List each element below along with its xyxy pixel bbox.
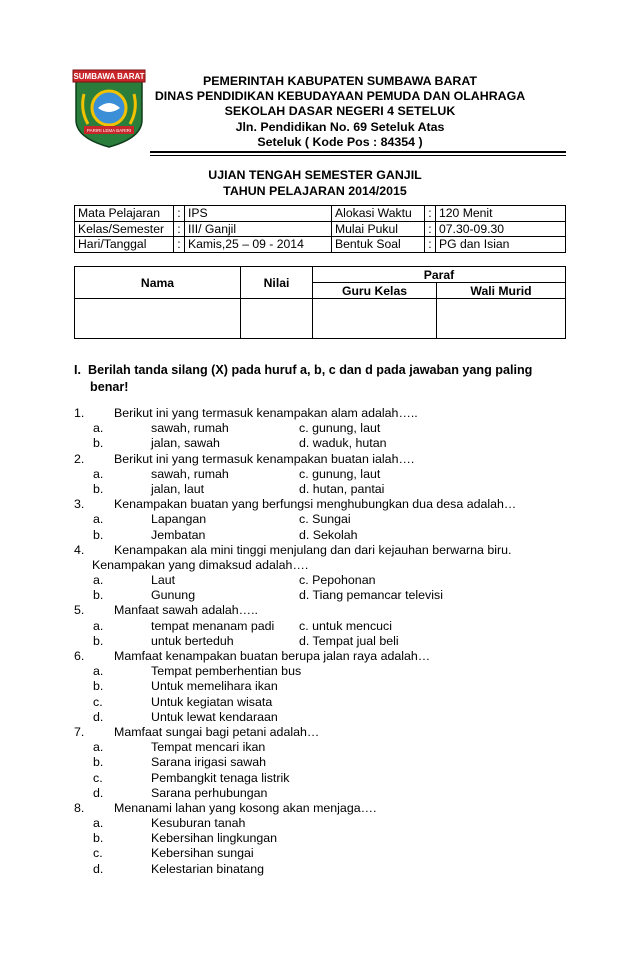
option-letter[interactable]: b. (93, 527, 104, 542)
option-row (74, 467, 564, 482)
letterhead (150, 74, 530, 150)
option-row (74, 421, 564, 436)
question-stem (74, 725, 564, 740)
option-row (74, 512, 564, 527)
question-number: 1. (74, 406, 85, 420)
question-stem (74, 406, 564, 421)
question-text: Menanami lahan yang kosong akan menjaga…. (114, 800, 377, 815)
option-text[interactable]: Kebersihan sungai (151, 846, 254, 861)
question-stem (74, 497, 564, 512)
cell-nama-blank[interactable] (75, 299, 241, 339)
option-text[interactable]: c. gunung, laut (299, 466, 381, 481)
cell-guru-blank[interactable] (313, 299, 437, 339)
option-row (74, 786, 564, 801)
logo-ribbon: PARIRI LEMA BARIRI (86, 128, 132, 133)
colon: : (174, 206, 185, 222)
option-text[interactable]: jalan, sawah (151, 436, 220, 451)
question-number: 2. (74, 451, 85, 466)
option-letter[interactable]: d. (93, 861, 104, 876)
option-text[interactable]: Laut (151, 573, 176, 588)
question-number: 6. (74, 649, 85, 663)
info-value: PG dan Isian (436, 237, 566, 253)
info-value: IPS (185, 206, 332, 222)
section-instruction (74, 362, 554, 396)
exam-year: TAHUN PELAJARAN 2014/2015 (223, 183, 407, 198)
info-value: Kamis,25 – 09 - 2014 (185, 237, 332, 253)
option-letter[interactable]: a. (93, 421, 104, 436)
colon: : (425, 221, 436, 237)
question-text: Berikut ini yang termasuk kenampakan alam adalah….. (114, 406, 418, 420)
info-label: Bentuk Soal (332, 237, 425, 253)
info-label: Alokasi Waktu (332, 206, 425, 222)
option-letter[interactable]: b. (93, 831, 104, 846)
option-letter[interactable]: c. (93, 770, 103, 785)
district-logo (70, 68, 148, 148)
col-nilai: Nilai (241, 267, 313, 299)
info-row (75, 206, 566, 222)
option-row (74, 679, 564, 694)
question-text: Kenampakan yang dimaksud adalah…. (92, 557, 309, 572)
option-text[interactable]: tempat menanam padi (151, 618, 275, 633)
option-row (74, 634, 564, 649)
question-text: Mamfaat sungai bagi petani adalah… (114, 724, 320, 739)
option-text[interactable]: Gunung (151, 588, 196, 603)
signature-table (74, 266, 566, 339)
letterhead-line: Seteluk ( Kode Pos : 84354 ) (257, 134, 423, 149)
option-letter[interactable]: d. (93, 709, 104, 724)
option-text[interactable]: d. Sekolah (299, 527, 358, 542)
col-wali-murid: Wali Murid (437, 283, 566, 299)
option-row (74, 664, 564, 679)
option-letter[interactable]: b. (93, 588, 104, 603)
option-text[interactable]: Untuk kegiatan wisata (151, 694, 273, 709)
info-value: 120 Menit (436, 206, 566, 222)
info-value: III/ Ganjil (185, 221, 332, 237)
instruction-line: benar! (90, 380, 129, 394)
info-label: Hari/Tanggal (75, 237, 174, 253)
question-stem (74, 801, 564, 816)
option-row (74, 755, 564, 770)
option-letter[interactable]: b. (93, 755, 104, 770)
option-text[interactable]: c. gunung, laut (299, 421, 381, 436)
option-letter[interactable]: a. (93, 618, 104, 633)
option-letter[interactable]: a. (93, 512, 104, 527)
option-row (74, 740, 564, 755)
colon: : (174, 221, 185, 237)
question-number: 7. (74, 724, 85, 739)
info-label: Mata Pelajaran (75, 206, 174, 222)
option-text[interactable]: sawah, rumah (151, 466, 229, 481)
option-letter[interactable]: c. (93, 694, 103, 709)
option-text[interactable]: Untuk memelihara ikan (151, 679, 278, 694)
colon: : (174, 237, 185, 253)
option-letter[interactable]: a. (93, 466, 104, 481)
option-row (74, 619, 564, 634)
letterhead-line: DINAS PENDIDIKAN KEBUDAYAAN PEMUDA DAN OLAHRAGA (154, 89, 526, 104)
option-row (74, 816, 564, 831)
cell-nilai-blank[interactable] (241, 299, 313, 339)
option-letter[interactable]: a. (93, 664, 104, 679)
question-text: Kenampakan ala mini tinggi menjulang dan dari kejauhan berwarna biru. (114, 542, 512, 557)
option-text[interactable]: Untuk lewat kendaraan (151, 709, 278, 724)
header-rule (150, 151, 566, 153)
option-letter[interactable]: b. (93, 633, 104, 648)
option-row (74, 846, 564, 861)
question-text: Manfaat sawah adalah….. (114, 603, 258, 618)
letterhead-line: SEKOLAH DASAR NEGERI 4 SETELUK (224, 104, 456, 119)
question-number: 5. (74, 603, 85, 618)
exam-info-table (74, 205, 566, 253)
option-text[interactable]: untuk berteduh (151, 633, 234, 648)
option-text[interactable]: Tempat pemberhentian bus (151, 664, 302, 679)
option-text[interactable]: Kelestarian binatang (151, 861, 264, 876)
question-number: 8. (74, 800, 85, 815)
option-text[interactable]: c. untuk mencuci (299, 618, 392, 633)
option-text[interactable]: Pembangkit tenaga listrik (151, 770, 290, 785)
option-text[interactable]: d. Tempat jual beli (299, 633, 399, 648)
option-letter[interactable]: b. (93, 679, 104, 694)
option-text[interactable]: c. Pepohonan (299, 573, 376, 588)
option-text[interactable]: sawah, rumah (151, 421, 229, 436)
option-row (74, 482, 564, 497)
option-text[interactable]: Sarana irigasi sawah (151, 755, 267, 770)
option-row (74, 588, 564, 603)
question-stem (74, 452, 564, 467)
option-text[interactable]: d. hutan, pantai (299, 481, 385, 496)
exam-name: UJIAN TENGAH SEMESTER GANJIL (208, 168, 422, 182)
option-row (74, 771, 564, 786)
question-list (74, 406, 564, 877)
option-letter[interactable]: b. (93, 436, 104, 451)
option-row (74, 862, 564, 877)
col-nama: Nama (75, 267, 241, 299)
info-value: 07.30-09.30 (436, 221, 566, 237)
option-row (74, 436, 564, 451)
option-letter[interactable]: a. (93, 740, 104, 755)
option-text[interactable]: Jembatan (151, 527, 206, 542)
option-row (74, 695, 564, 710)
option-text[interactable]: jalan, laut (151, 481, 205, 496)
option-row (74, 831, 564, 846)
colon: : (425, 237, 436, 253)
question-stem (74, 649, 564, 664)
question-stem (74, 543, 564, 558)
option-text[interactable]: d. waduk, hutan (299, 436, 387, 451)
col-guru-kelas: Guru Kelas (313, 283, 437, 299)
option-row (74, 710, 564, 725)
question-number: 4. (74, 542, 85, 557)
question-stem (74, 603, 564, 618)
info-row (75, 221, 566, 237)
option-text[interactable]: c. Sungai (299, 512, 351, 527)
question-number: 3. (74, 497, 85, 512)
question-text: Kenampakan buatan yang berfungsi menghubungkan dua desa adalah… (114, 497, 517, 512)
question-text: Mamfaat kenampakan buatan berupa jalan raya adalah… (114, 649, 431, 663)
info-label: Mulai Pukul (332, 221, 425, 237)
option-text[interactable]: d. Tiang pemancar televisi (299, 588, 443, 603)
header-rule-thin (150, 155, 566, 156)
option-letter[interactable]: c. (93, 846, 103, 861)
instruction-line: Berilah tanda silang (X) pada huruf a, b, c dan d pada jawaban yang paling (88, 363, 533, 377)
option-row (74, 528, 564, 543)
info-row (75, 237, 566, 253)
logo-title: SUMBAWA BARAT (73, 72, 145, 81)
letterhead-line: PEMERINTAH KABUPATEN SUMBAWA BARAT (203, 74, 477, 88)
option-letter[interactable]: d. (93, 785, 104, 800)
cell-wali-blank[interactable] (437, 299, 566, 339)
option-row (74, 573, 564, 588)
option-text[interactable]: Sarana perhubungan (151, 785, 268, 800)
colon: : (425, 206, 436, 222)
option-text[interactable]: Kesuburan tanah (151, 816, 246, 831)
option-text[interactable]: Lapangan (151, 512, 207, 527)
question-stem-cont (74, 558, 564, 573)
exam-title (150, 168, 480, 199)
option-letter[interactable]: a. (93, 573, 104, 588)
question-text: Berikut ini yang termasuk kenampakan buatan ialah…. (114, 451, 415, 466)
option-letter[interactable]: a. (93, 816, 104, 831)
info-label: Kelas/Semester (75, 221, 174, 237)
section-marker: I. (74, 363, 81, 377)
col-paraf: Paraf (313, 267, 566, 283)
option-letter[interactable]: b. (93, 481, 104, 496)
option-text[interactable]: Kebersihan lingkungan (151, 831, 278, 846)
option-text[interactable]: Tempat mencari ikan (151, 740, 266, 755)
letterhead-line: Jln. Pendidikan No. 69 Seteluk Atas (235, 119, 445, 134)
